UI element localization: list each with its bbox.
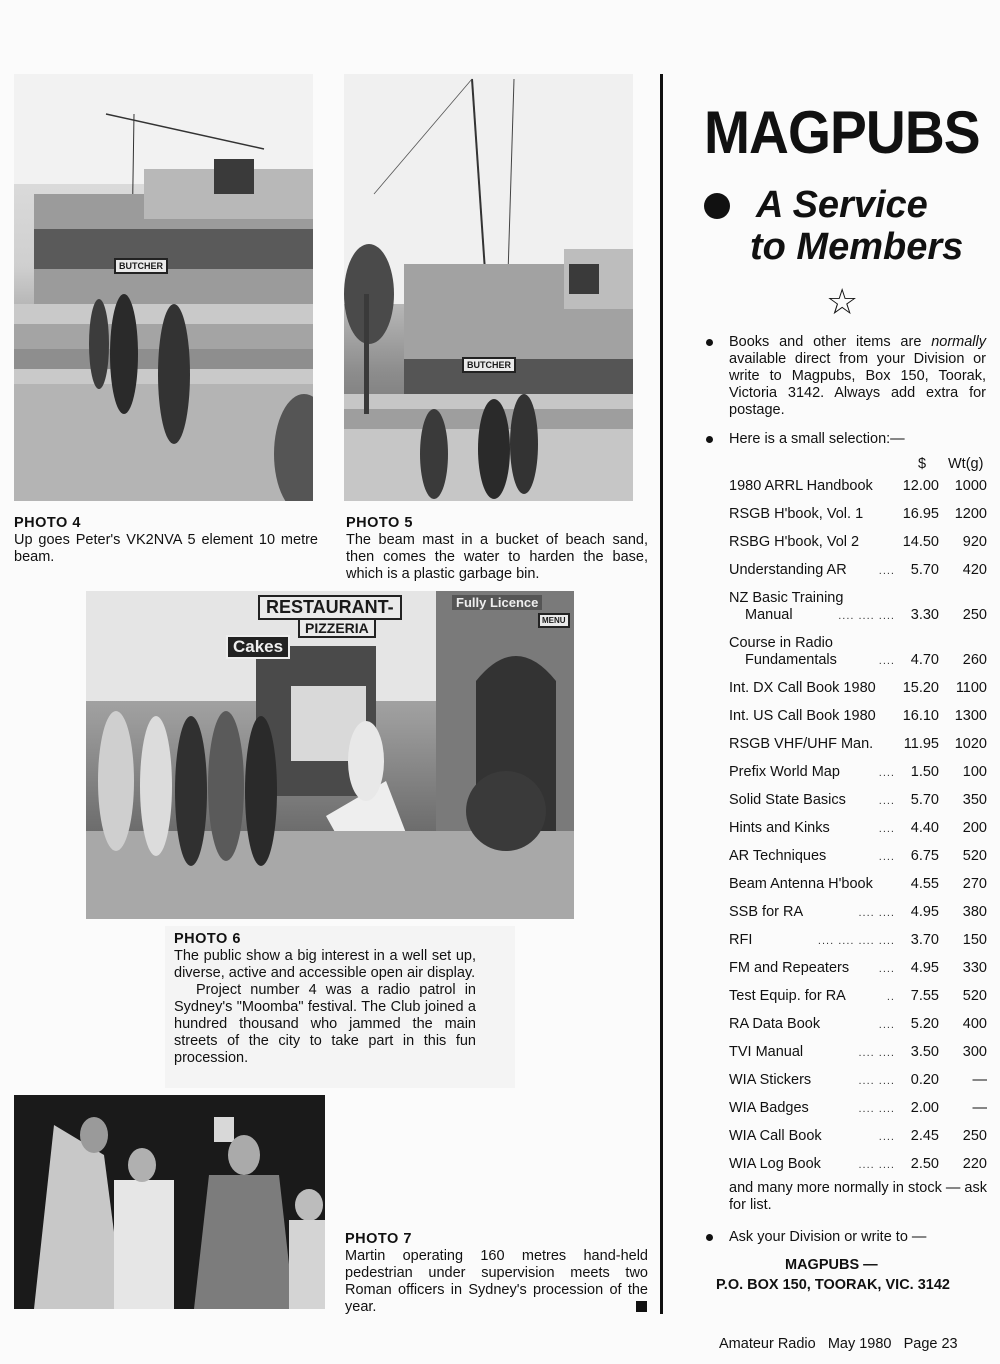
selection-label: Here is a small selection:— [729, 431, 905, 447]
photo-4-scene [14, 74, 313, 501]
book-price: 0.20 [910, 1072, 939, 1088]
book-title: RSGB H'book, Vol. 1 [729, 506, 864, 522]
leader-dots: .... .... [858, 1103, 895, 1115]
book-list-item [729, 792, 987, 809]
book-price: 2.00 [910, 1100, 939, 1116]
book-weight: 250 [962, 1128, 987, 1144]
book-title: AR Techniques [729, 848, 827, 864]
book-list-item [729, 562, 987, 579]
book-list-item [729, 708, 987, 725]
book-price: 6.75 [910, 848, 939, 864]
book-price: 4.40 [910, 820, 939, 836]
book-title: Understanding AR [729, 562, 847, 578]
book-weight: 150 [962, 932, 987, 948]
book-list-item [729, 764, 987, 781]
photo-5-scene [344, 74, 633, 501]
book-price: 2.45 [910, 1128, 939, 1144]
photo-5-sign-butcher: BUTCHER [462, 357, 516, 373]
photo-7-caption-text: Martin operating 160 metres hand-held pedestrian under supervision meets two Roman officers in Sydney's procession of the year. [345, 1248, 648, 1315]
book-weight: 520 [962, 848, 987, 864]
address-line-1: MAGPUBS — [785, 1257, 878, 1273]
leader-dots: .... [878, 823, 895, 835]
book-title: Beam Antenna H'book [729, 876, 873, 892]
book-title: WIA Stickers [729, 1072, 812, 1088]
book-price: 3.50 [910, 1044, 939, 1060]
photo-6-sign-cakes: Cakes [226, 635, 290, 659]
book-weight: — [972, 1072, 987, 1088]
photo-5-caption [346, 515, 648, 583]
book-title: WIA Call Book [729, 1128, 822, 1144]
intro-prefix: Books and other items are [729, 334, 922, 350]
leader-dots: .... [878, 767, 895, 779]
book-list-item [729, 478, 987, 495]
intro-paragraph [729, 334, 986, 419]
photo-7-title: PHOTO 7 [345, 1231, 412, 1247]
book-list-item [729, 820, 987, 837]
book-price: 11.95 [903, 736, 939, 752]
book-price: 7.55 [910, 988, 939, 1004]
book-price: 14.50 [902, 534, 939, 550]
photo-6-sign-menu: MENU [538, 613, 570, 628]
weight-column-header: Wt(g) [948, 456, 984, 472]
leader-dots: .... [878, 795, 895, 807]
photo-6-title: PHOTO 6 [174, 931, 241, 947]
photo-7-scene [14, 1095, 325, 1309]
photo-4-sign-butcher: BUTCHER [114, 258, 168, 274]
book-list-item [729, 960, 987, 977]
book-price: 5.70 [910, 562, 939, 578]
star-icon: ☆ [826, 281, 859, 322]
service-line-1: A Service [756, 184, 928, 226]
photo-4-caption [14, 515, 318, 566]
book-list-item [729, 680, 987, 697]
address-line-2: P.O. BOX 150, TOORAK, VIC. 3142 [716, 1277, 950, 1293]
photo-4-image [14, 74, 313, 501]
photo-5-caption-text: The beam mast in a bucket of beach sand, then comes the water to harden the base, which is a plastic garbage bin. [346, 532, 648, 582]
book-price: 4.55 [910, 876, 939, 892]
service-line-2: to Members [750, 226, 964, 268]
book-title: 1980 ARRL Handbook [729, 478, 873, 494]
leader-dots: .. [886, 991, 895, 1003]
book-list-item [729, 848, 987, 865]
leader-dots: .... .... [858, 1159, 895, 1171]
book-title-line-2: Fundamentals [745, 652, 837, 668]
book-list-item [729, 904, 987, 921]
book-weight: 520 [962, 988, 987, 1004]
photo-5-image [344, 74, 633, 501]
photo-6-caption-text: The public show a big interest in a well set up, diverse, active and accessible open air display. [174, 948, 476, 981]
book-list-item [729, 534, 987, 551]
book-price: 4.95 [910, 904, 939, 920]
leader-dots: .... .... [858, 1075, 895, 1087]
book-title: WIA Badges [729, 1100, 809, 1116]
book-weight: 920 [962, 534, 987, 550]
book-price: 16.10 [902, 708, 939, 724]
book-title: Course in Radio [729, 635, 833, 651]
leader-dots: .... .... [858, 907, 895, 919]
book-title: RSBG H'book, Vol 2 [729, 534, 860, 550]
book-title: Int. DX Call Book 1980 [729, 680, 876, 696]
book-list-item [729, 1044, 987, 1061]
photo-7-caption [345, 1231, 648, 1316]
book-price: 1.50 [910, 764, 939, 780]
bullet-icon [706, 436, 713, 443]
book-price: 5.70 [910, 792, 939, 808]
book-list-item [729, 1100, 987, 1117]
book-list-item [729, 876, 987, 893]
book-weight: 1020 [954, 736, 987, 752]
book-list-item [729, 1128, 987, 1145]
book-weight: 1200 [954, 506, 987, 522]
book-price: 4.70 [910, 652, 939, 668]
book-title: RSGB VHF/UHF Man. [729, 736, 874, 752]
book-weight: 400 [962, 1016, 987, 1032]
book-price: 4.95 [910, 960, 939, 976]
leader-dots: .... .... .... .... [817, 935, 895, 947]
magpubs-title: MAGPUBS [704, 99, 980, 166]
heading-bullet-icon [704, 193, 730, 219]
book-price: 3.70 [910, 932, 939, 948]
book-price: 16.95 [902, 506, 939, 522]
book-title: SSB for RA [729, 904, 804, 920]
book-title: NZ Basic Training [729, 590, 844, 606]
book-weight: 270 [962, 876, 987, 892]
leader-dots: .... [878, 851, 895, 863]
leader-dots: .... [878, 565, 895, 577]
book-weight: 1100 [955, 680, 987, 696]
book-title-line-2: Manual [745, 607, 793, 623]
intro-emphasis: normally [931, 334, 986, 350]
book-weight: 350 [962, 792, 987, 808]
photo-7-image [14, 1095, 325, 1309]
book-title: TVI Manual [729, 1044, 804, 1060]
intro-rest: available direct from your Division or write to Magpubs, Box 150, Toorak, Victoria 3142. Always add extra for postage. [729, 351, 986, 418]
price-column-header: $ [918, 456, 927, 472]
footer-issue: May 1980 [827, 1336, 892, 1352]
photo-6-scene [86, 591, 574, 919]
book-weight: 1300 [954, 708, 987, 724]
photo-6-caption-text-2: Project number 4 was a radio patrol in Sydney's "Moomba" festival. The Club joined a hundred thousand who jammed the main streets of the city to take part in this fun procession. [174, 982, 476, 1066]
book-title: Hints and Kinks [729, 820, 830, 836]
book-list-item [729, 1016, 987, 1033]
footer-publication: Amateur Radio [719, 1336, 816, 1352]
more-in-stock-note [729, 1180, 987, 1214]
photo-4-caption-text: Up goes Peter's VK2NVA 5 element 10 metre beam. [14, 532, 318, 565]
book-title: RA Data Book [729, 1016, 821, 1032]
book-weight: 300 [962, 1044, 987, 1060]
bullet-icon [706, 339, 713, 346]
photo-6-sign-licence: Fully Licence [452, 595, 542, 610]
book-list-item [729, 932, 987, 949]
book-list-item [729, 590, 987, 624]
leader-dots: .... [878, 1019, 895, 1031]
book-weight: 250 [962, 607, 987, 623]
book-list-item [729, 736, 987, 753]
end-of-article-square [636, 1301, 647, 1312]
photo-4-title: PHOTO 4 [14, 515, 81, 531]
column-divider [660, 74, 663, 1314]
book-title: FM and Repeaters [729, 960, 850, 976]
book-list-item [729, 1072, 987, 1089]
book-title: RFI [729, 932, 753, 948]
book-weight: 420 [962, 562, 987, 578]
book-weight: 100 [962, 764, 987, 780]
book-title: Int. US Call Book 1980 [729, 708, 876, 724]
photo-6-caption [174, 931, 476, 1067]
leader-dots: .... [878, 655, 895, 667]
book-list-item [729, 1156, 987, 1173]
book-title: Solid State Basics [729, 792, 846, 808]
book-weight: 220 [962, 1156, 987, 1172]
book-title: WIA Log Book [729, 1156, 821, 1172]
photo-6-sign-pizzeria: PIZZERIA [298, 618, 376, 638]
more-in-stock-text: and many more normally in stock — ask for list. [729, 1180, 987, 1213]
book-list-item [729, 635, 987, 669]
footer-page: Page 23 [903, 1336, 958, 1352]
book-weight: — [972, 1100, 987, 1116]
book-price: 5.20 [910, 1016, 939, 1032]
book-price: 15.20 [902, 680, 939, 696]
photo-6-image [86, 591, 574, 919]
bullet-icon [706, 1234, 713, 1241]
book-weight: 1000 [954, 478, 987, 494]
page-footer [719, 1336, 958, 1352]
book-title: Test Equip. for RA [729, 988, 846, 1004]
book-weight: 200 [962, 820, 987, 836]
leader-dots: .... .... [858, 1047, 895, 1059]
book-price: 2.50 [910, 1156, 939, 1172]
book-list-item [729, 988, 987, 1005]
book-weight: 260 [962, 652, 987, 668]
photo-5-title: PHOTO 5 [346, 515, 413, 531]
book-title: Prefix World Map [729, 764, 840, 780]
book-list-item [729, 506, 987, 523]
book-price: 3.30 [910, 607, 939, 623]
book-price: 12.00 [902, 478, 939, 494]
photo-6-sign-restaurant: RESTAURANT- [258, 595, 402, 620]
ask-division-line: Ask your Division or write to — [729, 1229, 927, 1245]
leader-dots: .... [878, 1131, 895, 1143]
book-weight: 330 [962, 960, 987, 976]
book-weight: 380 [962, 904, 987, 920]
leader-dots: .... [878, 963, 895, 975]
leader-dots: .... .... .... [838, 610, 895, 622]
